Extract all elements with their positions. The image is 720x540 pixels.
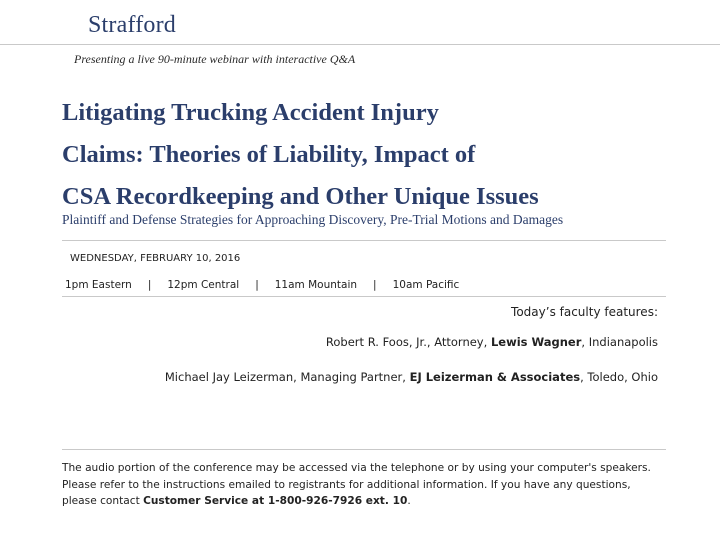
time-separator: |	[373, 279, 377, 291]
time-central: 12pm Central	[167, 279, 240, 291]
faculty-member	[165, 370, 658, 384]
time-eastern: 1pm Eastern	[65, 279, 132, 291]
notice-end: .	[407, 495, 411, 507]
webinar-date: WEDNESDAY, FEBRUARY 10, 2016	[70, 253, 241, 264]
faculty-location: , Indianapolis	[581, 335, 658, 349]
webinar-tagline: Presenting a live 90-minute webinar with interactive Q&A	[74, 52, 356, 66]
title-line: CSA Recordkeeping and Other Unique Issues	[62, 183, 539, 210]
faculty-firm: Lewis Wagner	[490, 335, 582, 349]
time-mountain: 11am Mountain	[274, 279, 358, 291]
faculty-divider	[62, 449, 666, 450]
header-divider	[0, 44, 720, 45]
faculty-name: Michael Jay Leizerman, Managing Partner,	[164, 370, 410, 384]
faculty-member	[326, 335, 658, 349]
title-divider	[62, 240, 666, 241]
faculty-location: , Toledo, Ohio	[580, 370, 658, 384]
webinar-times	[65, 279, 459, 291]
title-line: Claims: Theories of Liability, Impact of	[62, 141, 476, 168]
title-line: Litigating Trucking Accident Injury	[62, 99, 439, 126]
webinar-subtitle: Plaintiff and Defense Strategies for Approaching Discovery, Pre-Trial Motions and Damages	[62, 212, 564, 227]
time-separator: |	[147, 279, 152, 291]
faculty-firm: EJ Leizerman & Associates	[409, 370, 581, 384]
customer-service-contact: Customer Service at 1-800-926-7926 ext. 10	[143, 495, 408, 507]
notice-text: The audio portion of the conference may be accessed via the telephone or by using your computer's speakers. Please refer to the instructions emailed to registrants for additional information. If you have any questions, please contact	[62, 462, 651, 507]
time-pacific: 10am Pacific	[392, 279, 460, 291]
audio-notice	[62, 460, 662, 510]
strafford-logo: Strafford	[88, 12, 177, 38]
time-separator: |	[255, 279, 259, 291]
times-divider	[62, 296, 666, 297]
faculty-intro: Today’s faculty features:	[511, 305, 658, 319]
webinar-title	[62, 92, 702, 218]
faculty-name: Robert R. Foos, Jr., Attorney,	[325, 335, 491, 349]
